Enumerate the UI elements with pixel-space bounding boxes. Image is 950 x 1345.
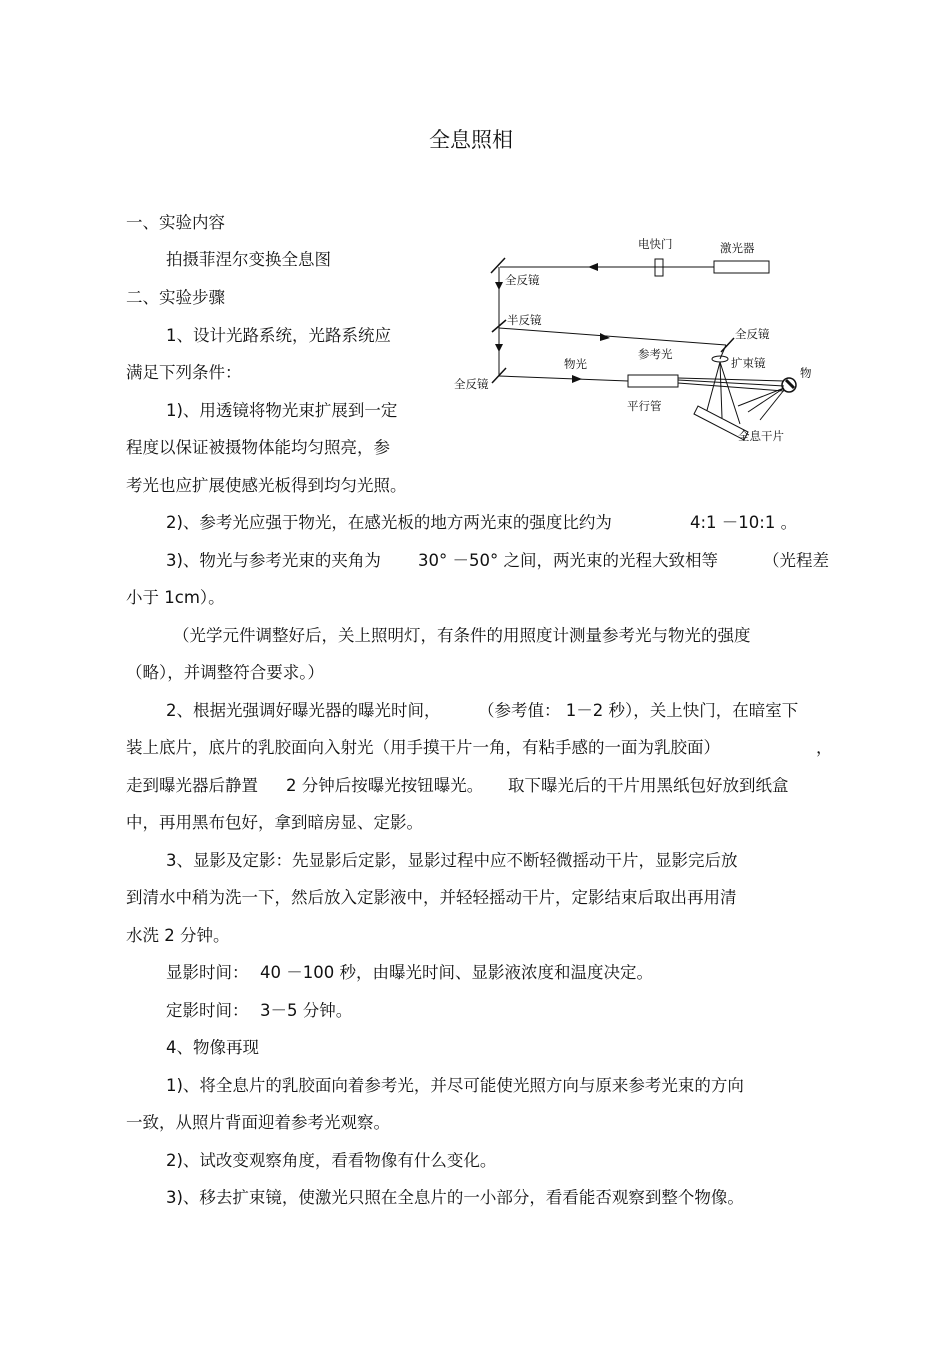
step-line: 考光也应扩展使感光板得到均匀光照。: [126, 476, 407, 495]
step-line-label: 定影时间：: [166, 1001, 249, 1020]
step-line: 水洗 2 分钟。: [126, 926, 230, 945]
label-plate: 全息干片: [738, 429, 784, 443]
step-line-angle: 30° －50° 之间，两光束的光程大致相等: [418, 551, 718, 570]
step-line: 2)、试改变观察角度，看看物像有什么变化。: [166, 1151, 497, 1170]
page-title: 全息照相: [429, 128, 513, 152]
step-line: （参考值： 1－2 秒），关上快门，在暗室下: [478, 701, 799, 720]
beam-object: [499, 376, 628, 381]
label-reference-light: 参考光: [638, 347, 673, 361]
step-line: 取下曝光后的干片用黑纸包好放到纸盒: [508, 776, 789, 795]
label-shutter: 电快门: [638, 237, 673, 251]
step-line: 小于 1cm）。: [126, 588, 225, 607]
step-line: ，: [816, 738, 833, 757]
step-line-label: 显影时间：: [166, 963, 249, 982]
label-mirror-bottom: 全反镜: [454, 377, 489, 391]
step-line: 4、物像再现: [166, 1038, 259, 1057]
step-line: 一致，从照片背面迎着参考光观察。: [126, 1113, 390, 1132]
step-line: 装上底片，底片的乳胶面向入射光（用手摸干片一角，有粘手感的一面为乳胶面）: [126, 738, 720, 757]
label-expander: 扩束镜: [731, 356, 766, 370]
step-line-ratio: 4:1 －10:1 。: [690, 513, 798, 532]
label-mirror-top: 全反镜: [505, 273, 540, 287]
label-object: 物: [800, 366, 812, 380]
step-line: 1、设计光路系统，光路系统应: [166, 326, 391, 345]
mirror-top: [491, 258, 505, 273]
step-line: 3)、物光与参考光束的夹角为: [166, 551, 381, 570]
section-heading-content: 一、实验内容: [126, 213, 225, 232]
step-line: （光程差: [763, 551, 829, 570]
label-collimator: 平行管: [627, 399, 662, 413]
label-half-mirror: 半反镜: [507, 313, 542, 327]
label-mirror-right: 全反镜: [735, 327, 770, 341]
step-line: 1)、将全息片的乳胶面向着参考光，并尽可能使光照方向与原来参考光束的方向: [166, 1076, 744, 1095]
step-line: 3－5 分钟。: [260, 1001, 353, 1020]
laser-box: [714, 261, 769, 273]
section-heading-steps: 二、实验步骤: [126, 288, 225, 307]
step-line: 满足下列条件：: [126, 363, 242, 382]
step-line: 到清水中稍为洗一下，然后放入定影液中，并轻轻摇动干片，定影结束后取出再用清: [126, 888, 737, 907]
step-line: 3)、移去扩束镜，使激光只照在全息片的一小部分，看看能否观察到整个物像。: [166, 1188, 744, 1207]
step-line: 2、根据光强调好曝光器的曝光时间，: [166, 701, 441, 720]
collimator-box: [628, 375, 678, 387]
step-line: （光学元件调整好后，关上照明灯，有条件的用照度计测量参考光与物光的强度: [173, 626, 751, 645]
optical-setup-diagram: [448, 228, 828, 453]
step-line: 3、显影及定影：先显影后定影，显影过程中应不断轻微摇动干片，显影完后放: [166, 851, 738, 870]
step-line: 走到曝光器后静置: [126, 776, 258, 795]
beam-reference: [499, 328, 726, 345]
step-line: （略），并调整符合要求。）: [126, 663, 324, 682]
step-line: 中，再用黑布包好，拿到暗房显、定影。: [126, 813, 423, 832]
step-line: 2 分钟后按曝光按钮曝光。: [286, 776, 484, 795]
label-object-light: 物光: [564, 357, 587, 371]
step-line: 程度以保证被摄物体能均匀照亮，参: [126, 438, 390, 457]
step-line: 40 －100 秒，由曝光时间、显影液浓度和温度决定。: [260, 963, 653, 982]
label-laser: 激光器: [720, 241, 755, 255]
step-line: 1)、用透镜将物光束扩展到一定: [166, 401, 398, 420]
step-line: 2)、参考光应强于物光，在感光板的地方两光束的强度比约为: [166, 513, 612, 532]
section-body-content: 拍摄菲涅尔变换全息图: [166, 250, 331, 269]
